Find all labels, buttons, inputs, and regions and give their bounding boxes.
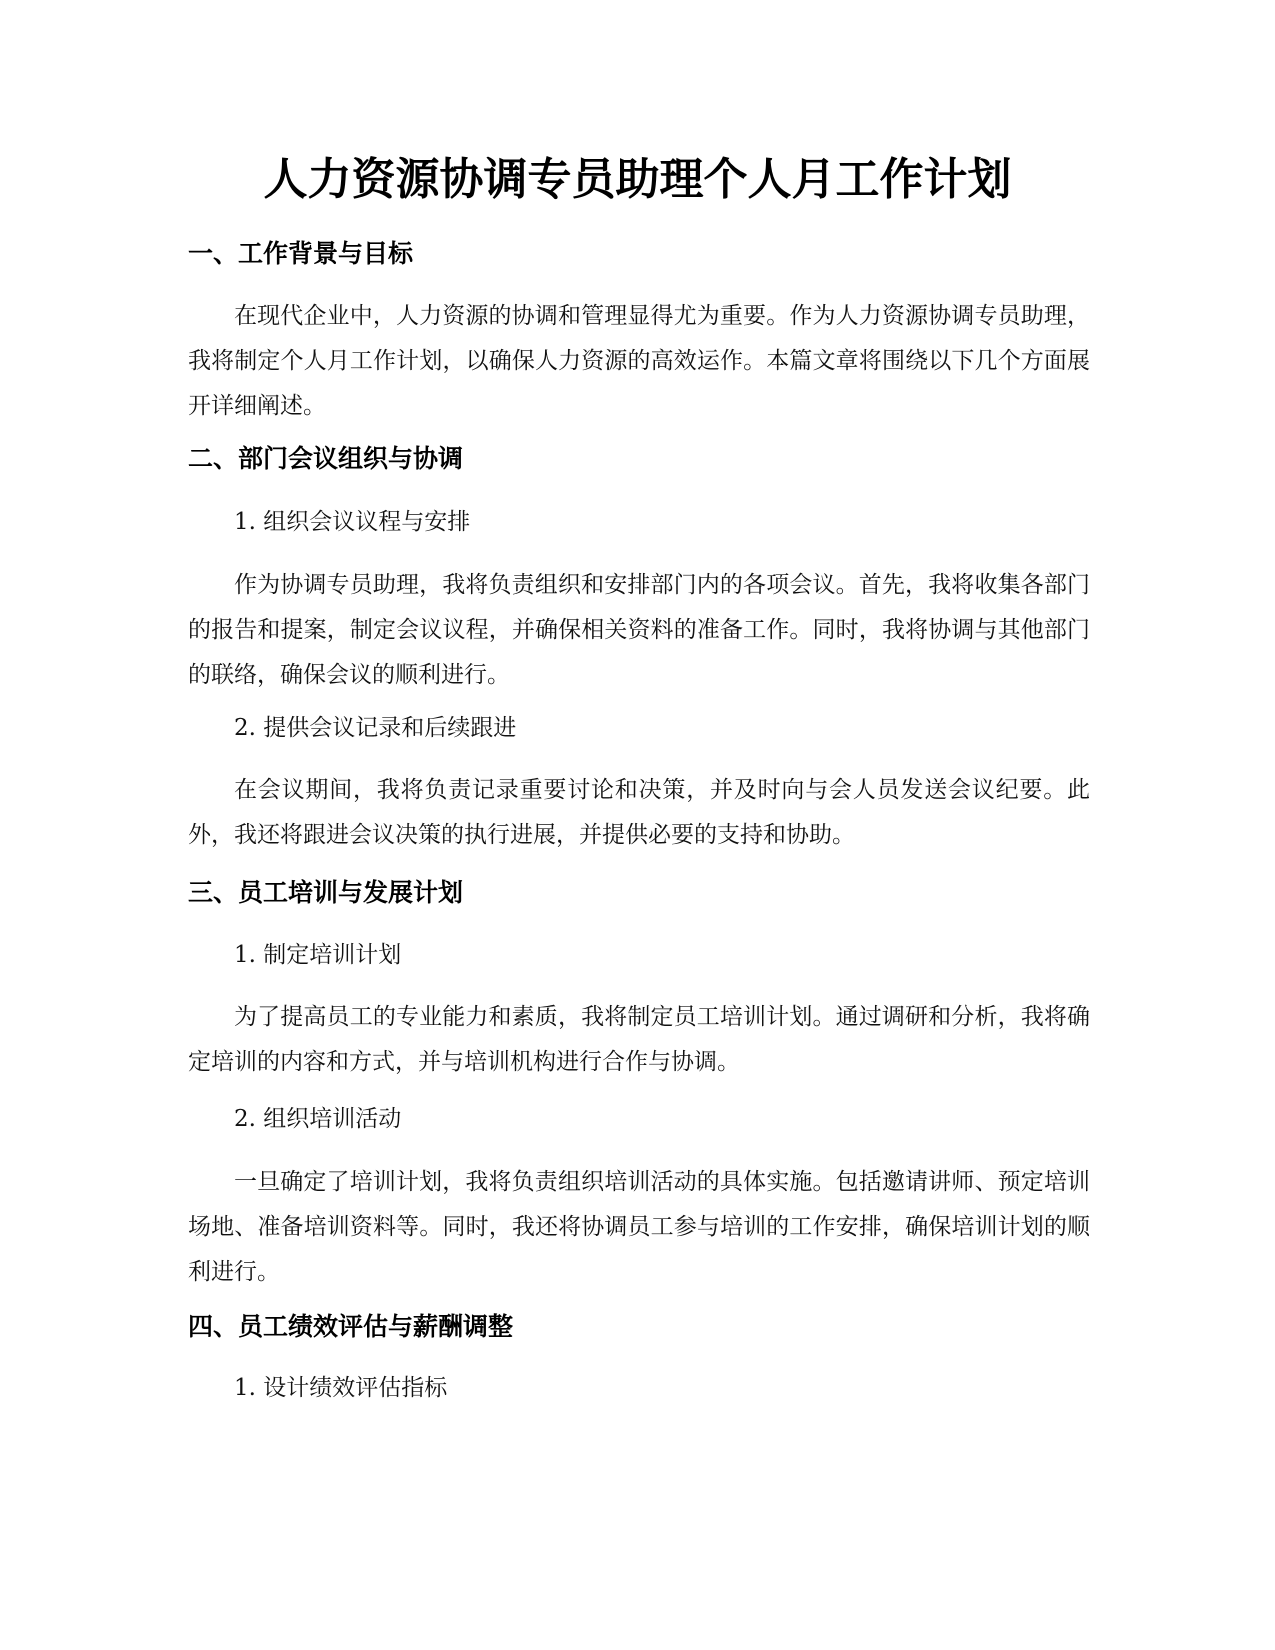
paragraph-meeting-minutes: 在会议期间，我将负责记录重要讨论和决策，并及时向与会人员发送会议纪要。此外，我还将跟进会议决策的执行进展，并提供必要的支持和协助。 xyxy=(188,777,1090,848)
paragraph-meeting-agenda: 作为协调专员助理，我将负责组织和安排部门内的各项会议。首先，我将收集各部门的报告和提案，制定会议议程，并确保相关资料的准备工作。同时，我将协调与其他部门的联络，确保会议的顺利进行。 xyxy=(188,572,1090,688)
list-item-meeting-agenda: 1. 组织会议议程与安排 xyxy=(234,509,471,535)
paragraph-background: 在现代企业中，人力资源的协调和管理显得尤为重要。作为人力资源协调专员助理，我将制定个人月工作计划，以确保人力资源的高效运作。本篇文章将围绕以下几个方面展开详细阐述。 xyxy=(188,303,1090,419)
section-heading-background: 一、工作背景与目标 xyxy=(188,239,414,268)
section-heading-meetings: 二、部门会议组织与协调 xyxy=(188,444,464,473)
list-item-performance-indicators: 1. 设计绩效评估指标 xyxy=(234,1375,448,1401)
list-item-training-activities: 2. 组织培训活动 xyxy=(234,1106,402,1132)
section-heading-training: 三、员工培训与发展计划 xyxy=(188,878,464,907)
document-title: 人力资源协调专员助理个人月工作计划 xyxy=(263,154,1012,205)
list-item-training-plan: 1. 制定培训计划 xyxy=(234,942,402,968)
paragraph-training-plan: 为了提高员工的专业能力和素质，我将制定员工培训计划。通过调研和分析，我将确定培训的内容和方式，并与培训机构进行合作与协调。 xyxy=(188,1004,1090,1075)
paragraph-training-activities: 一旦确定了培训计划，我将负责组织培训活动的具体实施。包括邀请讲师、预定培训场地、准备培训资料等。同时，我还将协调员工参与培训的工作安排，确保培训计划的顺利进行。 xyxy=(188,1169,1090,1285)
list-item-meeting-minutes: 2. 提供会议记录和后续跟进 xyxy=(234,715,517,741)
section-heading-performance: 四、员工绩效评估与薪酬调整 xyxy=(188,1312,514,1341)
